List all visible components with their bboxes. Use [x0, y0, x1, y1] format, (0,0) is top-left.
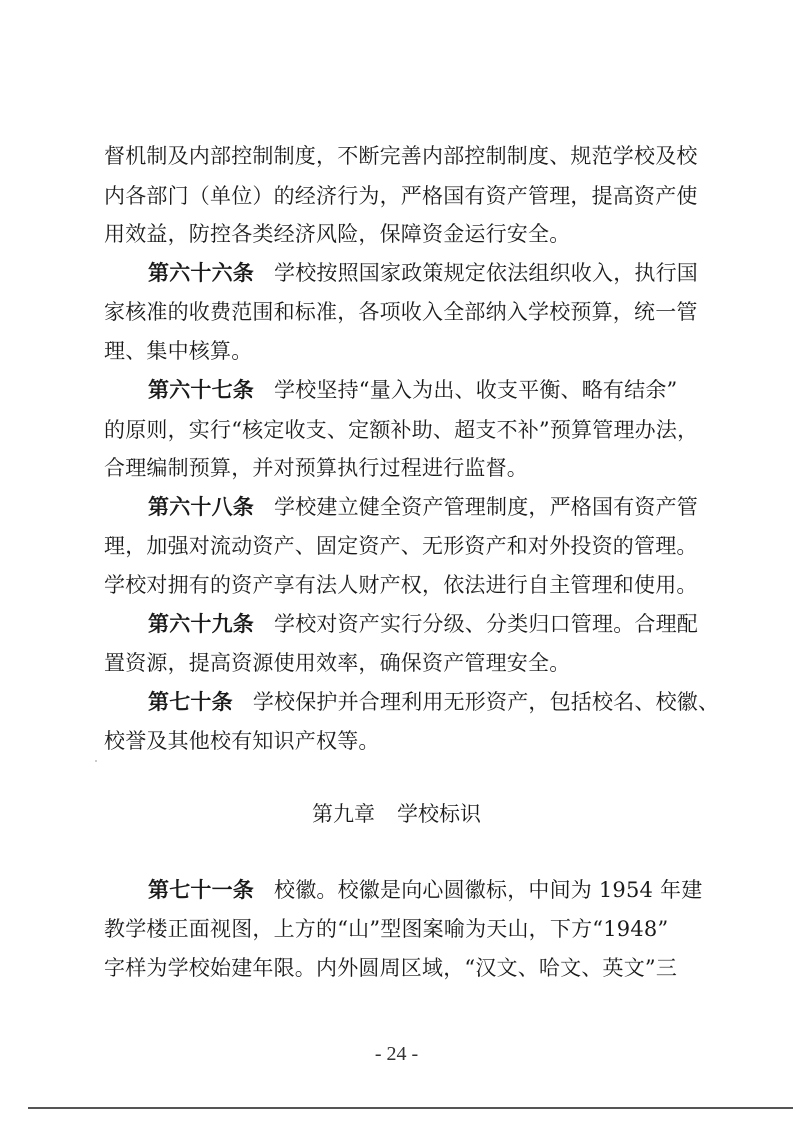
article-70-text: 学校保护并合理利用无形资产，包括校名、校徽、 [252, 690, 720, 714]
chapter-title: 学校标识 [397, 802, 481, 826]
body-text-line: 家核准的收费范围和标准，各项收入全部纳入学校预算，统一管 [104, 300, 698, 324]
body-text-line: 理，加强对流动资产、固定资产、无形资产和对外投资的管理。 [104, 534, 698, 558]
article-71 [148, 876, 703, 904]
article-70 [148, 688, 720, 716]
body-text-line: 理、集中核算。 [104, 339, 253, 363]
article-68-text: 学校建立健全资产管理制度，严格国有资产管 [274, 495, 698, 519]
body-text-line: 学校对拥有的资产享有法人财产权，依法进行自主管理和使用。 [104, 573, 698, 597]
page-number: - 24 - [374, 1043, 419, 1065]
body-text-line: 内各部门（单位）的经济行为，严格国有资产管理，提高资产使 [104, 184, 698, 208]
body-text-line: 校誉及其他校有知识产权等。 [104, 729, 380, 753]
article-66-text: 学校按照国家政策规定依法组织收入，执行国 [274, 261, 698, 285]
body-text-line: 教学楼正面视图，上方的“山”型图案喻为天山，下方“1948” [104, 917, 669, 941]
chapter-number: 第九章 [312, 802, 375, 826]
article-71-text: 校徽。校徽是向心圆徽标，中间为 1954 年建 [274, 878, 703, 902]
scan-edge-line [28, 1107, 793, 1109]
article-67-text: 学校坚持“量入为出、收支平衡、略有结余” [274, 378, 678, 402]
body-text-line: 督机制及内部控制制度，不断完善内部控制制度、规范学校及校 [104, 144, 698, 168]
article-69-text: 学校对资产实行分级、分类归口管理。合理配 [274, 612, 698, 636]
body-text-line: 置资源，提高资源使用效率，确保资产管理安全。 [104, 651, 571, 675]
article-66 [148, 259, 698, 287]
body-text-line: 的原则，实行“核定收支、定额补助、超支不补”预算管理办法， [104, 418, 699, 442]
article-66-heading: 第六十六条 [148, 261, 254, 285]
article-70-heading: 第七十条 [148, 690, 233, 714]
body-text-line: 字样为学校始建年限。内外圆周区域，“汉文、哈文、英文”三 [104, 956, 678, 980]
article-69 [148, 610, 698, 638]
scan-speck [95, 760, 97, 762]
chapter-heading [0, 800, 793, 828]
article-69-heading: 第六十九条 [148, 612, 254, 636]
article-68 [148, 493, 698, 521]
body-text-line: 用效益，防控各类经济风险，保障资金运行安全。 [104, 222, 571, 246]
body-text-line: 合理编制预算，并对预算执行过程进行监督。 [104, 456, 528, 480]
article-68-heading: 第六十八条 [148, 495, 254, 519]
article-67 [148, 376, 694, 404]
article-71-heading: 第七十一条 [148, 878, 254, 902]
article-67-heading: 第六十七条 [148, 378, 254, 402]
